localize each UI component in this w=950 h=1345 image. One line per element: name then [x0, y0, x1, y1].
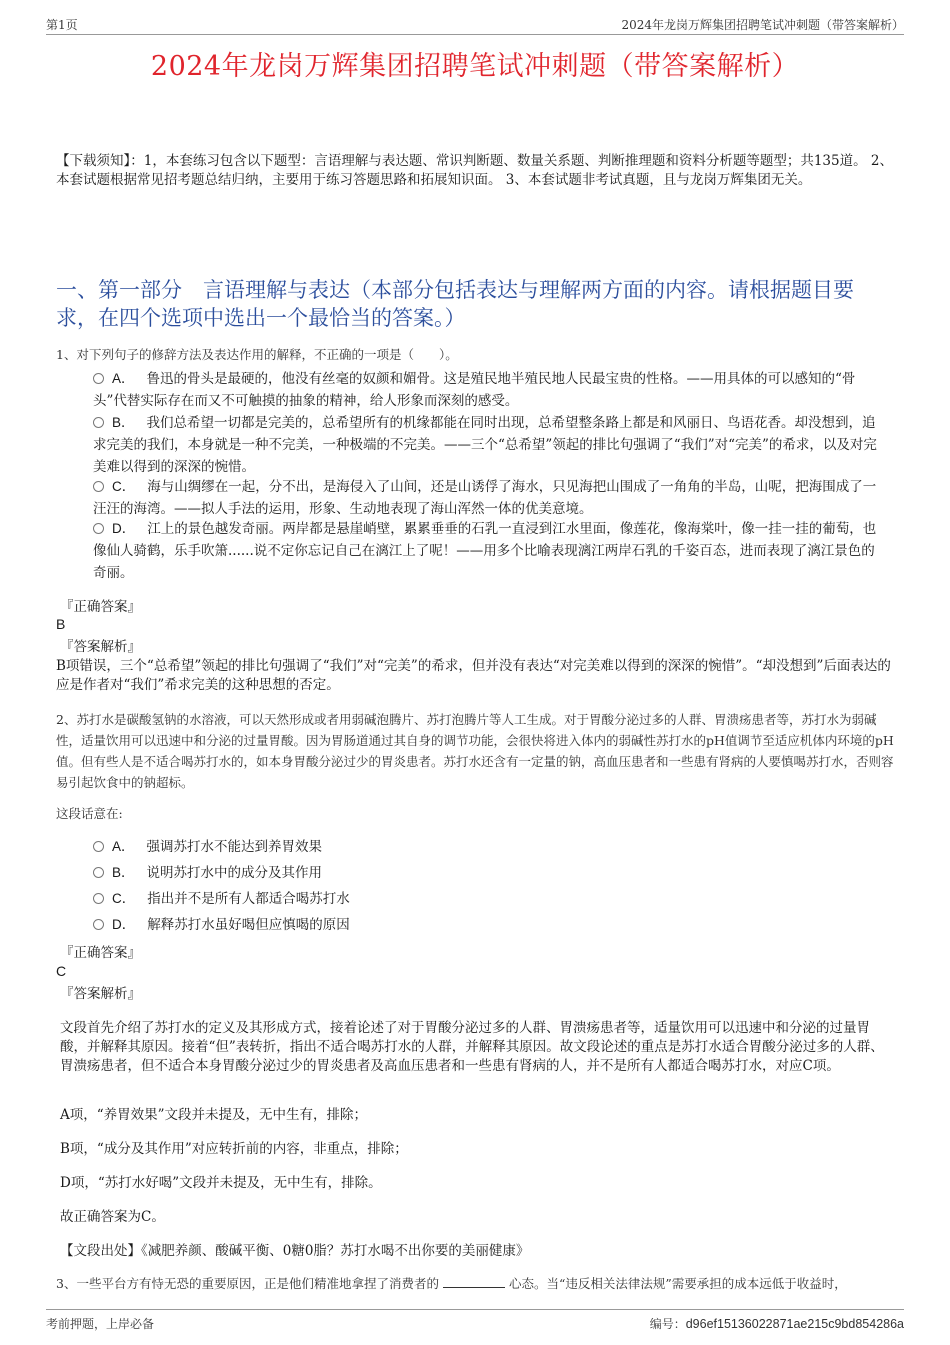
download-notice: 【下载须知】：1，本套练习包含以下题型：言语理解与表达题、常识判断题、数量关系题、判断推理题和资料分析题等题型；共135道。 2、本套试题根据常见招考题总结归纳，主要用于练习答题思路和拓展知识面。 3、本套试题非考试真题，且与龙岗万辉集团无关。	[56, 153, 893, 188]
radio-icon[interactable]	[93, 417, 104, 428]
page-header	[46, 14, 904, 35]
q2-analysis-paragraph: 故正确答案为C。	[60, 1209, 165, 1225]
q1-option-c[interactable]: C． 海与山绸缪在一起，分不出，是海侵入了山间，还是山诱俘了海水，只见海把山围成了一角角的半岛，山呢，把海围成了一汪汪的海湾。——拟人手法的运用，形象、生动地表现了海山浑然一体的优美意境。	[93, 479, 877, 517]
radio-icon[interactable]	[93, 841, 104, 852]
page-number-label: 第1页	[46, 18, 78, 32]
q2-analysis-paragraph: B项，“成分及其作用”对应转折前的内容，非重点，排除；	[60, 1141, 408, 1157]
footer-slogan: 考前押题，上岸必备	[46, 1317, 155, 1331]
fill-blank	[443, 1277, 505, 1288]
q1-option-d[interactable]: D． 江上的景色越发奇丽。两岸都是悬崖峭壁，累累垂垂的石乳一直浸到江水里面，像莲花，像海棠叶，像一挂一挂的葡萄，也像仙人骑鹤，乐手吹箫......说不定你忘记自己在漓江上了呢！——用多个比喻表现漓江两岸石乳的千姿百态，进而表现了漓江景色的奇丽。	[93, 521, 877, 581]
radio-icon[interactable]	[93, 893, 104, 904]
radio-icon[interactable]	[93, 867, 104, 878]
q2-option-c[interactable]: C． 指出并不是所有人都适合喝苏打水	[93, 888, 882, 910]
header-doc-title: 2024年龙岗万辉集团招聘笔试冲刺题（带答案解析）	[621, 18, 904, 32]
radio-icon[interactable]	[93, 919, 104, 930]
document-code: 编号：d96ef15136022871ae215c9bd854286a	[649, 1317, 904, 1331]
question-2-stem: 2、苏打水是碳酸氢钠的水溶液，可以天然形成或者用弱碱泡腾片、苏打泡腾片等人工生成。对于胃酸分泌过多的人群、胃溃疡患者等，苏打水为弱碱性，适量饮用可以迅速中和分泌的过量胃酸。因为胃肠道通过其自身的调节功能，会很快将进入体内的弱碱性苏打水的pH值调节至适应机体内环境的pH值。但有些人是不适合喝苏打水的，如本身胃酸分泌过少的胃炎患者。苏打水还含有一定量的钠，高血压患者和一些患有肾病的人要慎喝苏打水，否则容易引起饮食中的钠超标。	[56, 712, 894, 790]
q2-option-d[interactable]: D． 解释苏打水虽好喝但应慎喝的原因	[93, 914, 882, 936]
q2-answer: C	[56, 963, 67, 979]
q2-analysis-label: 『答案解析』	[60, 986, 141, 1002]
q2-analysis-paragraph: A项，“养胃效果”文段并未提及，无中生有，排除；	[60, 1107, 368, 1123]
q1-analysis: B项错误，三个“总希望”领起的排比句强调了“我们”对“完美”的希求，但并没有表达“对完美难以得到的深深的惋惜”。“却没想到”后面表达的应是作者对“我们”希求完美的这种思想的否定。	[56, 658, 891, 693]
q1-option-b[interactable]: B． 我们总希望一切都是完美的，总希望所有的机缘都能在同时出现，总希望整条路上都是和风丽日、鸟语花香。却没想到，追求完美的我们，本身就是一种不完美，一种极端的不完美。——三个“总希望”领起的排比句强调了“我们”对“完美”的希求，以及对完美难以得到的深深的惋惜。	[93, 415, 877, 475]
radio-icon[interactable]	[93, 481, 104, 492]
document-title: 2024年龙岗万辉集团招聘笔试冲刺题（带答案解析）	[150, 51, 800, 82]
q1-answer-label: 『正确答案』	[60, 599, 141, 615]
q2-source-citation: 【文段出处】《减肥养颜、酸碱平衡、0糖0脂？苏打水喝不出你要的美丽健康》	[60, 1243, 530, 1259]
q2-option-b[interactable]: B． 说明苏打水中的成分及其作用	[93, 862, 882, 884]
radio-icon[interactable]	[93, 373, 104, 384]
q2-answer-label: 『正确答案』	[60, 945, 141, 961]
q1-analysis-label: 『答案解析』	[60, 639, 141, 655]
q2-analysis-paragraph: D项，“苏打水好喝”文段并未提及，无中生有，排除。	[60, 1175, 382, 1191]
page-footer	[46, 1309, 904, 1332]
q1-answer: B	[56, 616, 66, 632]
question-1-stem: 1、对下列句子的修辞方法及表达作用的解释，不正确的一项是（ ）。	[56, 347, 458, 362]
question-3-stem: 3、一些平台方有恃无恐的重要原因，正是他们精准地拿捏了消费者的 心态。当“违反相关法律法规”需要承担的成本远低于收益时，	[56, 1276, 847, 1291]
q2-prompt: 这段话意在:	[56, 806, 123, 821]
q2-option-a[interactable]: A． 强调苏打水不能达到养胃效果	[93, 836, 882, 858]
section-heading: 一、第一部分 言语理解与表达（本部分包括表达与理解两方面的内容。请根据题目要求，在四个选项中选出一个最恰当的答案。）	[56, 278, 854, 330]
radio-icon[interactable]	[93, 523, 104, 534]
q1-option-a[interactable]: A． 鲁迅的骨头是最硬的，他没有丝毫的奴颜和媚骨。这是殖民地半殖民地人民最宝贵的性格。——用具体的可以感知的“骨头”代替实际存在而又不可触摸的抽象的精神，给人形象而深刻的感受。	[93, 371, 856, 409]
q2-analysis-paragraph: 文段首先介绍了苏打水的定义及其形成方式，接着论述了对于胃酸分泌过多的人群、胃溃疡患者等，适量饮用可以迅速中和分泌的过量胃酸，并解释其原因。接着“但”表转折，指出不适合喝苏打水的人群，并解释其原因。故文段论述的重点是苏打水适合胃酸分泌过多的人群、胃溃疡患者，但不适合本身胃酸分泌过少的胃炎患者及高血压患者和一些患有肾病的人，并不是所有人都适合喝苏打水，对应C项。	[60, 1020, 884, 1074]
